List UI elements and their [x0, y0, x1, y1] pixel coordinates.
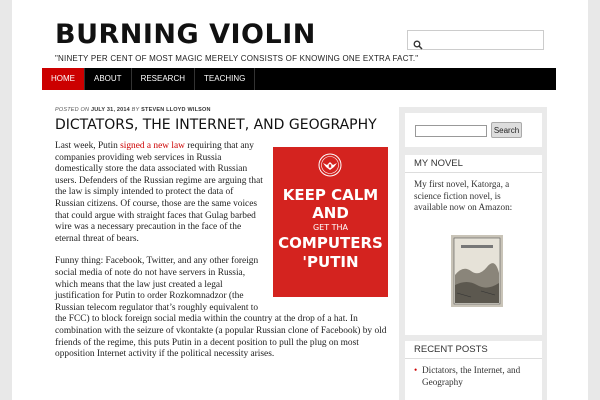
nav-item-research[interactable]: RESEARCH [132, 68, 195, 90]
my-novel-title: MY NOVEL [405, 155, 542, 173]
poster-line-1: KEEP CALM [282, 186, 379, 204]
nav-item-home[interactable]: HOME [42, 68, 85, 90]
eagle-seal-icon [318, 153, 342, 182]
post-body [55, 141, 388, 372]
recent-posts-widget [405, 341, 542, 400]
post-date[interactable]: JULY 31, 2014 [90, 107, 130, 113]
recent-posts-list [414, 365, 536, 388]
sidebar-search-input[interactable] [415, 125, 487, 137]
my-novel-widget [405, 155, 542, 335]
katorga-book-cover[interactable] [451, 235, 503, 307]
recent-post-item[interactable] [414, 365, 536, 388]
sidebar [399, 107, 547, 400]
main-content [42, 90, 392, 400]
post-meta [55, 107, 211, 113]
bullet-icon: • [414, 365, 418, 375]
post-author[interactable]: STEVEN LLOYD WILSON [141, 107, 211, 113]
poster-line-3: GET THA [312, 223, 349, 232]
main-nav [42, 68, 556, 90]
sidebar-search-widget [405, 113, 542, 147]
my-novel-text: My first novel, Katorga, a science fiction novel, is available now on Amazon: [414, 179, 513, 213]
header-search-input[interactable] [426, 32, 542, 50]
p1-text-a: Last week, Putin [55, 141, 121, 151]
header-search[interactable] [407, 30, 544, 50]
by-label: BY [131, 107, 140, 113]
nav-item-teaching[interactable]: TEACHING [195, 68, 255, 90]
post-paragraph-2: Funny thing: Facebook, Twitter, and any other foreign social media of note do not have servers in Russia, which means that the law just created a legal justification for Putin to order Rozkomnadzor (the Russian telecom regulator that’s roughly equivalent to the FCC) to block foreign social media within the country at the drop of a hat. In combination with the seizure of vkontakte (a popular Russian clone of Facebook) by old friends of the regime, this puts Putin in a decent position to pull the plug on most opposition Internet activity if the political necessity arises. [55, 256, 387, 360]
posted-on-label: POSTED ON [55, 107, 90, 113]
search-icon[interactable] [413, 35, 423, 54]
page [12, 0, 588, 400]
site-header [12, 0, 588, 68]
sidebar-search-button[interactable]: Search [491, 122, 522, 138]
keep-calm-poster [273, 147, 388, 297]
poster-line-2: AND [312, 204, 349, 222]
signed-law-link[interactable]: signed a new law [120, 141, 185, 151]
site-tagline: "NINETY PER CENT OF MOST MAGIC MERELY CONSISTS OF KNOWING ONE EXTRA FACT." [55, 54, 419, 63]
nav-item-about[interactable]: ABOUT [85, 68, 132, 90]
recent-post-link[interactable]: Dictators, the Internet, and Geography [422, 365, 521, 387]
poster-line-4: COMPUTERS [278, 234, 383, 252]
p1-text-b: requiring that any companies providing web services in Russia domestically store the data associated with Russian users. Defenders of the Russian regime are arguing that the law is simply intended to protect the data of Russian citizens. Of course, those are the same voices that could argue with straight faces that Gulag barbed wire was a necessary precaution in the face of the eternal threat of bears. [55, 141, 263, 244]
recent-posts-title: RECENT POSTS [405, 341, 542, 359]
post-title[interactable]: DICTATORS, THE INTERNET, AND GEOGRAPHY [55, 117, 377, 133]
site-title[interactable]: BURNING VIOLIN [55, 19, 316, 50]
poster-line-5: 'PUTIN [302, 253, 359, 271]
